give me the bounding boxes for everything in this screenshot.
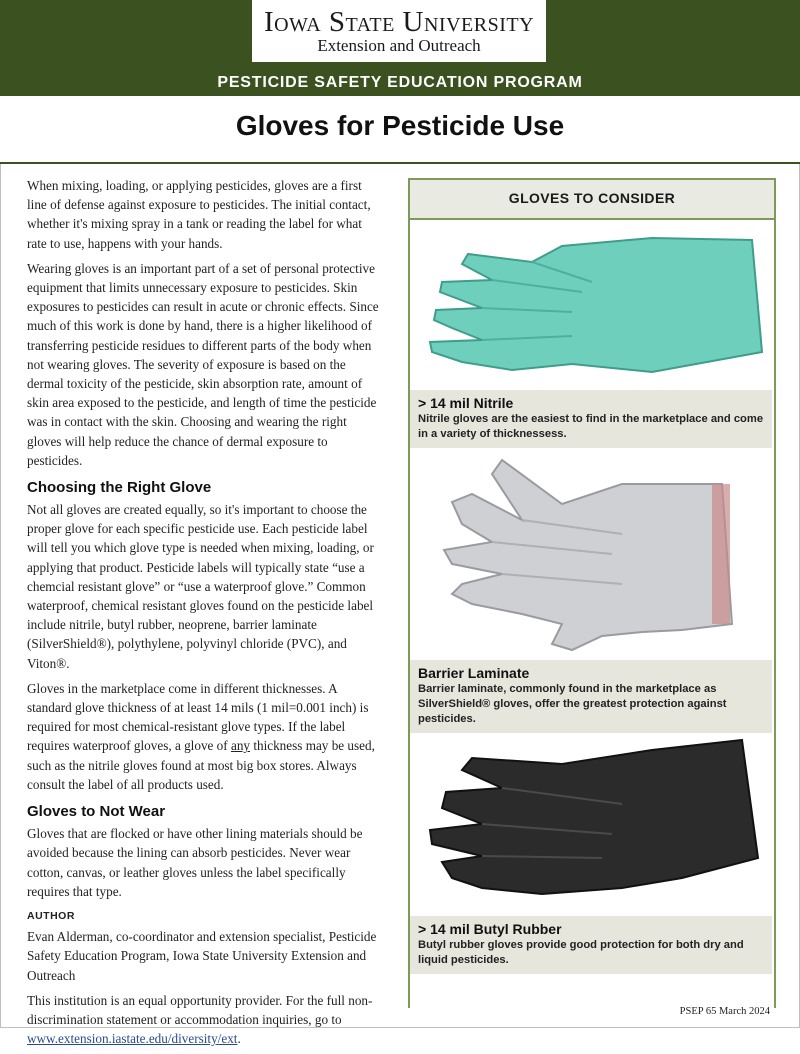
sidebar-header	[408, 178, 776, 220]
choosing-heading: Choosing the Right Glove	[27, 479, 212, 497]
thickness-text-start: Gloves in the marketplace come in different thicknesses. A standard glove thickness of at least 14 mils (1 mil=0.001 inch) is required for most chemical-resistant glove types. If the label requires waterproof gloves, a glove of	[27, 680, 369, 754]
not-wear-heading: Gloves to Not Wear	[27, 803, 166, 821]
header-band	[0, 0, 800, 96]
butyl-rubber-glove-image	[422, 738, 768, 902]
barrier-laminate-caption	[410, 660, 772, 733]
author-label: AUTHOR	[27, 909, 75, 922]
intro-paragraph-1: When mixing, loading, or applying pesticides, gloves are a first line of defense against exposure to pesticides. The initial contact, whether it's mixing spray in a tank or reading the label for what rate to use, happens with your hands.	[27, 178, 371, 251]
barrier-laminate-glove-image	[422, 454, 768, 654]
butyl-rubber-title: > 14 mil Butyl Rubber	[418, 921, 562, 937]
publication-id: PSEP 65 March 2024	[679, 1006, 770, 1017]
title-bar	[0, 96, 800, 164]
barrier-laminate-title: Barrier Laminate	[418, 665, 530, 681]
thickness-text-end: thickness may be used, such as the nitrile gloves found at most big box stores. Always consult the label of all products used.	[27, 738, 375, 792]
logo-university-name: Iowa State University	[263, 6, 535, 38]
disclaimer-end: .	[237, 1031, 241, 1047]
main-text-column	[27, 176, 382, 1054]
disclaimer-text: This institution is an equal opportunity provider. For the full non-discrimination statement or accommodation inquiries, go to	[27, 992, 373, 1027]
barrier-laminate-description: Barrier laminate, commonly found in the marketplace as SilverShield® gloves, offer the greatest protection against pesticides.	[418, 683, 727, 725]
disclaimer	[27, 991, 382, 1049]
choosing-paragraph-1: Not all gloves are created equally, so it's important to choose the proper glove for each specific pesticide use. Each pesticide label will tell you which glove type is needed when mixing, loading, or applying that product. Pesticide labels will typically state “use a chemcial resistant glove” or “use a waterproof glove.” Common waterproof, chemical resistant gloves found on the pesticide label include nitrile, butyl rubber, neoprene, barrier laminate (SilverShield®), polythylene, polyvinyl chloride (PVC), and Viton®.	[27, 502, 374, 671]
sidebar-title: GLOVES TO CONSIDER	[508, 190, 676, 206]
logo-unit-name: Extension and Outreach	[317, 36, 481, 55]
nitrile-description: Nitrile gloves are the easiest to find in the marketplace and come in a variety of thicknessess.	[418, 413, 764, 440]
nitrile-glove-image	[422, 232, 768, 384]
program-name: PESTICIDE SAFETY EDUCATION PROGRAM	[217, 74, 583, 91]
diversity-link[interactable]: www.extension.iastate.edu/diversity/ext	[27, 1031, 238, 1047]
university-logo	[252, 0, 546, 62]
nitrile-title: > 14 mil Nitrile	[418, 395, 514, 411]
author-text: Evan Alderman, co-coordinator and extension specialist, Pesticide Safety Education Program, Iowa State University Extension and Outreach	[27, 929, 377, 983]
butyl-rubber-description: Butyl rubber gloves provide good protection for both dry and liquid pesticides.	[418, 939, 744, 966]
gloves-sidebar	[408, 178, 776, 1008]
intro-paragraph-2: Wearing gloves is an important part of a set of personal protective equipment that limits unnecessary exposure to pesticides. Skin exposures to pesticides can result in acute or chronic effects. Since much of this work is done by hand, there is a higher likelihood of transferring pesticide residues to different parts of the body when not wearing gloves. The severity of exposure is based on the dermal toxicity of the pesticide, skin absorption rate, amount of skin area exposed to the pesticide, and length of time the pesticide was in contact with the skin. Choosing and wearing the right gloves will help reduce the chance of dermal exposure to pesticides.	[27, 260, 379, 468]
any-emphasis: any	[230, 738, 251, 754]
butyl-rubber-caption	[410, 916, 772, 974]
choosing-paragraph-2	[27, 679, 382, 794]
nitrile-caption	[410, 390, 772, 448]
not-wear-paragraph: Gloves that are flocked or have other lining materials should be avoided because the lining can absorb pesticides. Never wear cotton, canvas, or leather gloves unless the label specifically requires that type.	[27, 826, 363, 899]
page-title: Gloves for Pesticide Use	[235, 110, 565, 141]
